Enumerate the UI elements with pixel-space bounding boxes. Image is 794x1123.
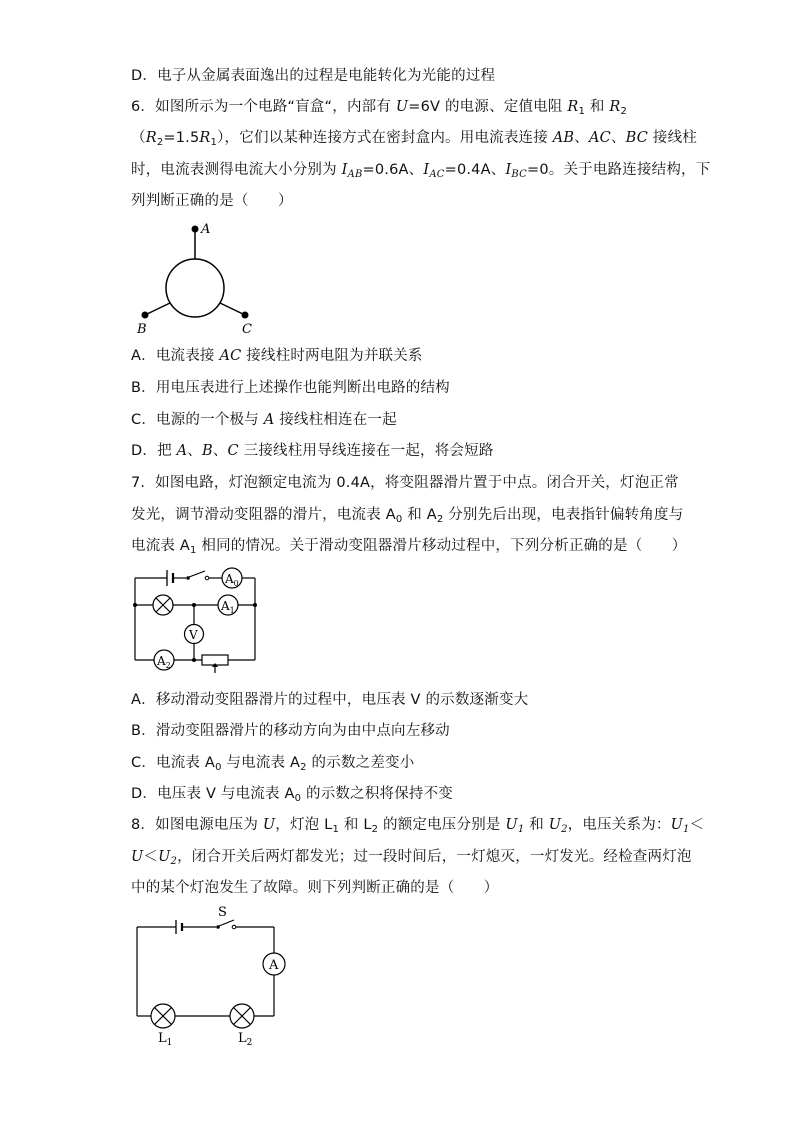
- svg-text:A2: $A_2$: [157, 654, 171, 670]
- q7-stem-line1: 7．如图电路，灯泡额定电流为 0.4A，将变阻器滑片置于中点。闭合开关，灯泡正常: [131, 475, 679, 491]
- q6-blind-box-figure: [130, 218, 260, 338]
- q8-stem-line1: 8．如图电源电压为 U，灯泡 $L_1$ 和 $L_2$ 的额定电压分别是 $U_1$ 和 $U_2$，电压关系为：$U_1<$: [131, 817, 705, 835]
- svg-text:A: A: [269, 958, 279, 973]
- terminal-b-label: B: [137, 322, 147, 337]
- q6-option-d[interactable]: D．把 A、B、C 三接线柱用导线连接在一起，将会短路: [131, 443, 494, 459]
- svg-text:A1: $A_1$: [221, 599, 235, 615]
- q6-option-a[interactable]: A．电流表接 AC 接线柱时两电阻为并联关系: [131, 348, 423, 364]
- terminal-b-wire: [145, 303, 170, 315]
- q8-stem-line2: $U<U_2$，闭合开关后两灯都发光；过一段时间后，一灯熄灭，一灯发光。经检查两灯泡: [131, 849, 692, 867]
- q7-option-b[interactable]: B．滑动变阻器滑片的移动方向为由中点向左移动: [131, 723, 450, 739]
- terminal-a-label: A: [201, 222, 211, 237]
- terminal-c-dot: [242, 312, 249, 319]
- terminal-c-wire: [220, 303, 245, 315]
- lamp-l1-label: $L_1$: [158, 1031, 173, 1048]
- svg-text:V: V: [189, 628, 198, 642]
- q7-option-a[interactable]: A．移动滑动变阻器滑片的过程中，电压表 V 的示数逐渐变大: [131, 692, 529, 708]
- q6-stem-line4: 列判断正确的是（ ）: [131, 193, 293, 209]
- q7-option-d[interactable]: D．电压表 V 与电流表 $A_0$ 的示数之积将保持不变: [131, 786, 454, 804]
- q6-option-b[interactable]: B．用电压表进行上述操作也能判断出电路的结构: [131, 380, 450, 396]
- q5-option-d[interactable]: D．电子从金属表面逸出的过程是电能转化为光能的过程: [131, 68, 496, 84]
- terminal-c-label: C: [242, 322, 252, 337]
- q8-stem-line3: 中的某个灯泡发生了故障。则下列判断正确的是（ ）: [131, 880, 499, 896]
- switch-s-label: S: [218, 905, 227, 920]
- q6-option-c[interactable]: C．电源的一个极与 A 接线柱相连在一起: [131, 412, 397, 428]
- switch-icon: [189, 571, 205, 577]
- terminal-a-dot: [192, 226, 199, 233]
- blind-box-circle: [166, 259, 224, 317]
- lamp-l2-label: $L_2$: [238, 1031, 253, 1048]
- q6-stem-line2: $(R_2=1.5R_1)$，它们以某种连接方式在密封盒内。用电流表连接 AB、AC、BC 接线柱: [131, 130, 698, 148]
- q6-stem-line3: 时，电流表测得电流大小分别为 $I_{AB}=0.6A$、$I_{AC}=0.4A$、$I_{BC}=0$。关于电路连接结构，下: [131, 162, 711, 180]
- q7-option-c[interactable]: C．电流表 $A_0$ 与电流表 $A_2$ 的示数之差变小: [131, 755, 415, 773]
- q7-stem-line2: 发光，调节滑动变阻器的滑片，电流表 $A_0$ 和 $A_2$ 分别先后出现，电表指针偏转角度与: [131, 507, 684, 525]
- switch-s-icon: [219, 920, 234, 926]
- terminal-b-dot: [142, 312, 149, 319]
- q6-stem-line1: 6．如图所示为一个电路“盲盒“，内部有 U=6V 的电源、定值电阻 $R_1$ 和 $R_2$: [131, 99, 628, 117]
- svg-text:A0: $A_0$: [225, 572, 239, 588]
- q8-circuit-figure: [130, 905, 290, 1048]
- q7-circuit-figure: [130, 563, 265, 673]
- q7-stem-line3: 电流表 $A_1$ 相同的情况。关于滑动变阻器滑片移动过程中，下列分析正确的是（ ）: [131, 538, 687, 556]
